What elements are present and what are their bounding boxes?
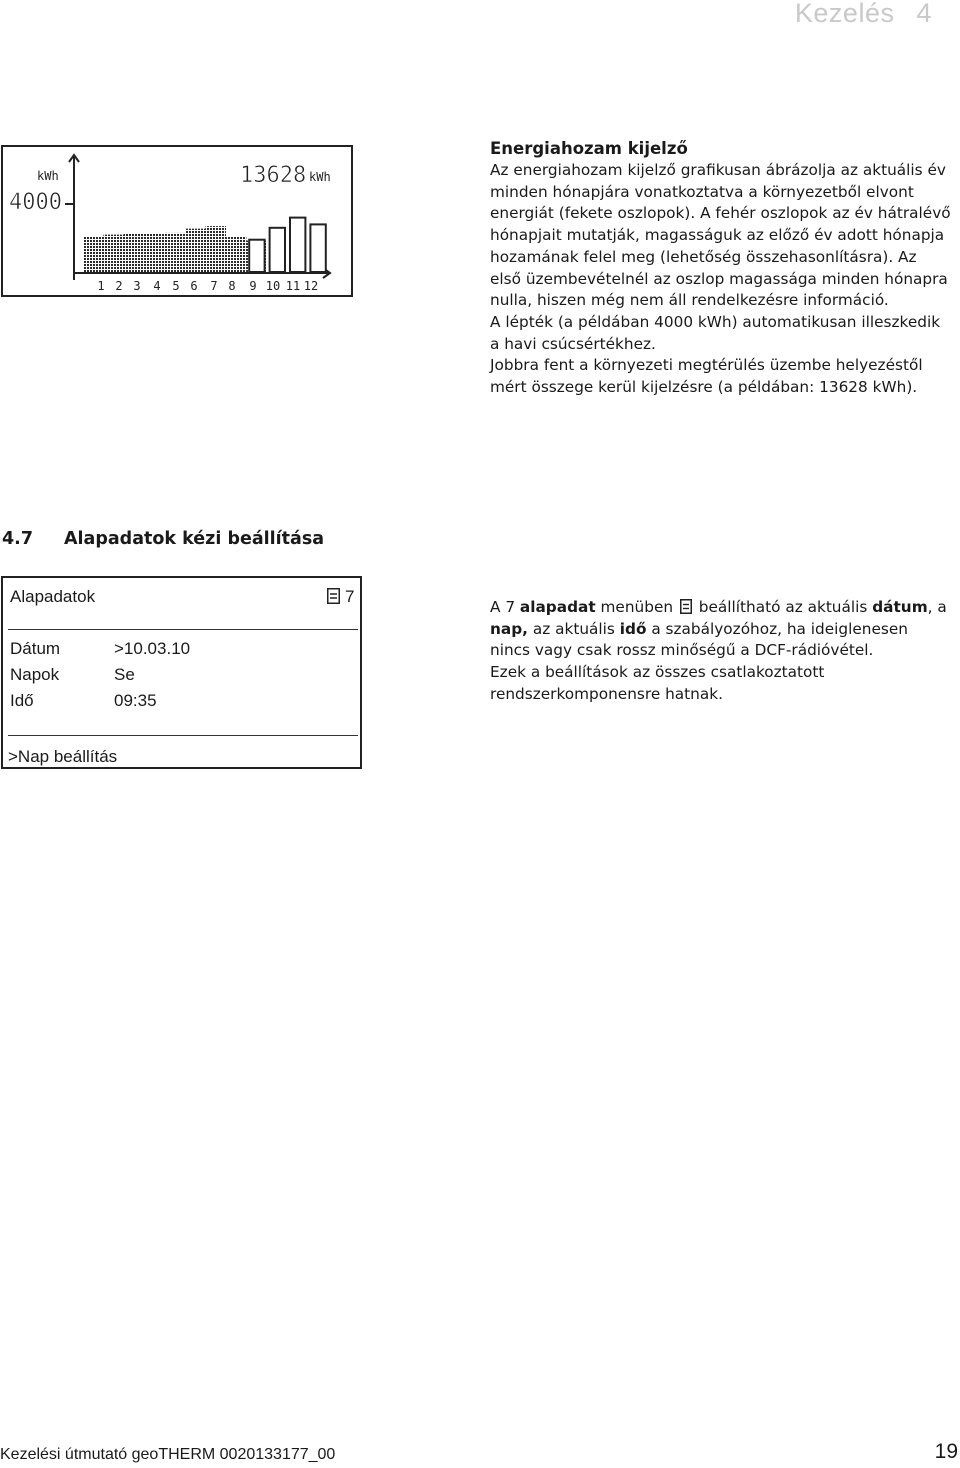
text-bold: alapadat [519,598,596,616]
current-year-bar [124,234,145,272]
text-fragment: az aktuális [527,619,620,638]
basic-data-menu-display [1,576,362,769]
text-bold: dátum [872,598,928,616]
paragraph-total: Jobbra fent a környezeti megtérülés üzembe helyezéstől mért összege kerül kijelzésre (a példában: 13628 kWh). [490,356,923,397]
month-tick-label: 5 [172,279,180,293]
heading-number: 4.7 [2,529,34,549]
menu-row-date[interactable] [10,639,190,659]
month-tick-label: 7 [210,279,218,293]
menu-action-set-day[interactable]: >Nap beállítás [8,747,118,766]
energy-yield-display [1,145,353,297]
row-value: >10.03.10 [114,639,191,658]
paragraph-scale: A lépték (a példában 4000 kWh) automatikusan illeszkedik a havi csúcsértékhez. [490,312,941,353]
previous-year-bar [310,224,325,272]
month-tick-label: 12 [303,279,319,293]
menu-row-time[interactable] [10,691,157,711]
header-chapter-number: 4 [916,0,932,28]
month-tick-label: 11 [285,279,301,293]
section-title: Energiahozam kijelző [490,139,688,158]
text-fragment: beállítható az aktuális [693,598,873,616]
current-year-bar [83,236,104,272]
total-value: 13628 [240,163,307,188]
footer-document-title: Kezelési útmutató geoTHERM 0020133177_00 [0,1446,336,1463]
text-fragment: , a [927,598,947,616]
month-tick-label: 4 [153,279,161,293]
month-tick-label: 3 [133,279,141,293]
paragraph-basic-data [490,597,952,662]
row-value: 09:35 [114,691,157,710]
basic-data-description [490,597,952,706]
menu-row-day[interactable] [10,665,135,685]
menu-divider-bottom [8,735,358,736]
previous-year-bar [270,228,285,272]
month-tick-label: 9 [249,279,257,293]
page-header [795,0,932,29]
current-year-bar [165,233,186,272]
heading-text: Alapadatok kézi beállítása [64,529,325,549]
row-label: Idő [10,691,34,710]
text-fragment: a szabályozóhoz, ha ideiglenesen nincs vagy csak rossz minőségű a DCF-rádióvétel. [490,619,908,660]
text-bold: idő [619,619,647,638]
current-year-bar [144,234,165,272]
text-bold: nap, [490,619,528,638]
menu-title: Alapadatok [10,587,96,606]
paragraph-system-effect: Ezek a beállítások az összes csatlakoztatott rendszerkomponensre hatnak. [490,663,825,703]
menu-number: 7 [345,587,355,606]
current-year-bar [205,226,226,272]
month-tick-label: 2 [115,279,123,293]
footer-page-number: 19 [934,1440,958,1463]
menu-page-icon [680,599,692,614]
current-year-bar [226,236,247,272]
month-tick-label: 8 [228,279,236,293]
current-year-bar [185,229,206,272]
previous-year-bar [249,240,264,272]
energy-yield-chart [3,147,351,295]
month-tick-label: 6 [190,279,198,293]
row-label: Napok [10,665,60,684]
previous-year-bar [290,218,305,272]
energy-yield-section [490,138,952,399]
unit-label-left: kWh [37,169,59,183]
menu-divider-top [8,629,358,630]
paragraph-description: Az energiahozam kijelző grafikusan ábrázolja az aktuális év minden hónapjára vonatkoztatva a környezetből elvont energiát (fekete oszlopok). A fehér oszlopok az év hátralévő hónapjait mutatják, magasságuk az előző év adott hónapja hozamának felel meg (lehetőség összehasonlításra). Az első üzembevételnél az oszlop magassága minden hónapra nulla, hiszen még nem áll rendelkezésre információ. [490,161,951,310]
text-fragment: A 7 [490,598,520,616]
menu-page-icon [327,588,340,604]
month-tick-label: 1 [97,279,105,293]
text-fragment: menüben [595,598,678,616]
row-label: Dátum [10,639,61,658]
row-value: Se [114,665,135,684]
unit-label-right: kWh [309,170,331,184]
header-title: Kezelés [794,0,895,28]
scale-value: 4000 [9,190,62,215]
section-heading [2,529,324,549]
current-year-bar [103,235,124,272]
month-tick-label: 10 [265,279,281,293]
